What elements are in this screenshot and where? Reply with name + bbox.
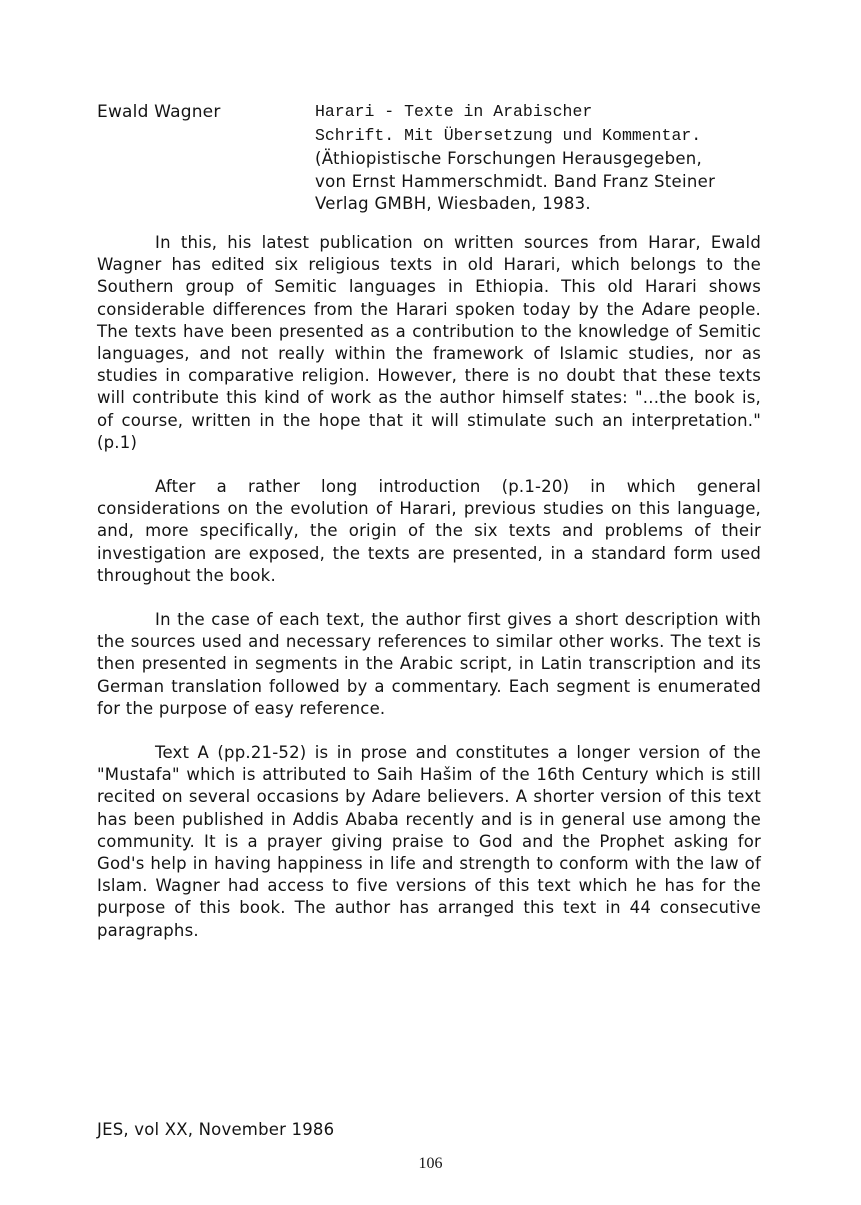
- biblio-line-3: (Äthiopistische Forschungen Herausgegeben,: [315, 149, 703, 168]
- biblio-line-4: von Ernst Hammerschmidt. Band Franz Steiner: [315, 171, 716, 191]
- biblio-line-2: Schrift. Mit Übersetzung und Kommentar.: [315, 126, 702, 145]
- paragraph-1: In this, his latest publication on written sources from Harar, Ewald Wagner has edited six religious texts in old Harari, which belongs to the Southern group of Semitic languages in Ethiopia. This old Harari shows considerable differences from the Harari spoken today by the Adare people. The texts have been presented as a contribution to the knowledge of Semitic languages, and not really within the framework of Islamic studies, nor as studies in comparative religion. However, there is no doubt that these texts will contribute this kind of work as the author himself states: "...the book is, of course, written in the hope that it will stimulate such an interpretation." (p.1): [97, 233, 761, 452]
- journal-citation: JES, vol XX, November 1986: [97, 1120, 335, 1139]
- paragraph-2: After a rather long introduction (p.1-20) in which general considerations on the evolution of Harari, previous studies on this language, and, more specifically, the origin of the six texts and problems of their investigation are exposed, the texts are presented, in a standard form used throughout the book.: [97, 477, 761, 585]
- biblio-line-5: Verlag GMBH, Wiesbaden, 1983.: [315, 194, 591, 213]
- bibliographic-entry: [315, 100, 835, 216]
- paragraph-3: In the case of each text, the author first gives a short description with the sources used and necessary references to similar other works. The text is then presented in segments in the Arabic script, in Latin transcription and its German translation followed by a commentary. Each segment is enumerated for the purpose of easy reference.: [97, 610, 761, 718]
- biblio-line-1: Harari - Texte in Arabischer: [315, 102, 593, 121]
- author-name: Ewald Wagner: [97, 102, 221, 122]
- review-body: [97, 232, 761, 964]
- page-number: 106: [418, 1155, 443, 1172]
- paragraph-4: Text A (pp.21-52) is in prose and constitutes a longer version of the "Mustafa" which is attributed to Saih Hašim of the 16th Century which is still recited on several occasions by Adare believers. A shorter version of this text has been published in Addis Ababa recently and is in general use among the community. It is a prayer giving praise to God and the Prophet asking for God's help in having happiness in life and strength to conform with the law of Islam. Wagner had access to five versions of this text which he has for the purpose of this book. The author has arranged this text in 44 consecutive paragraphs.: [97, 743, 761, 940]
